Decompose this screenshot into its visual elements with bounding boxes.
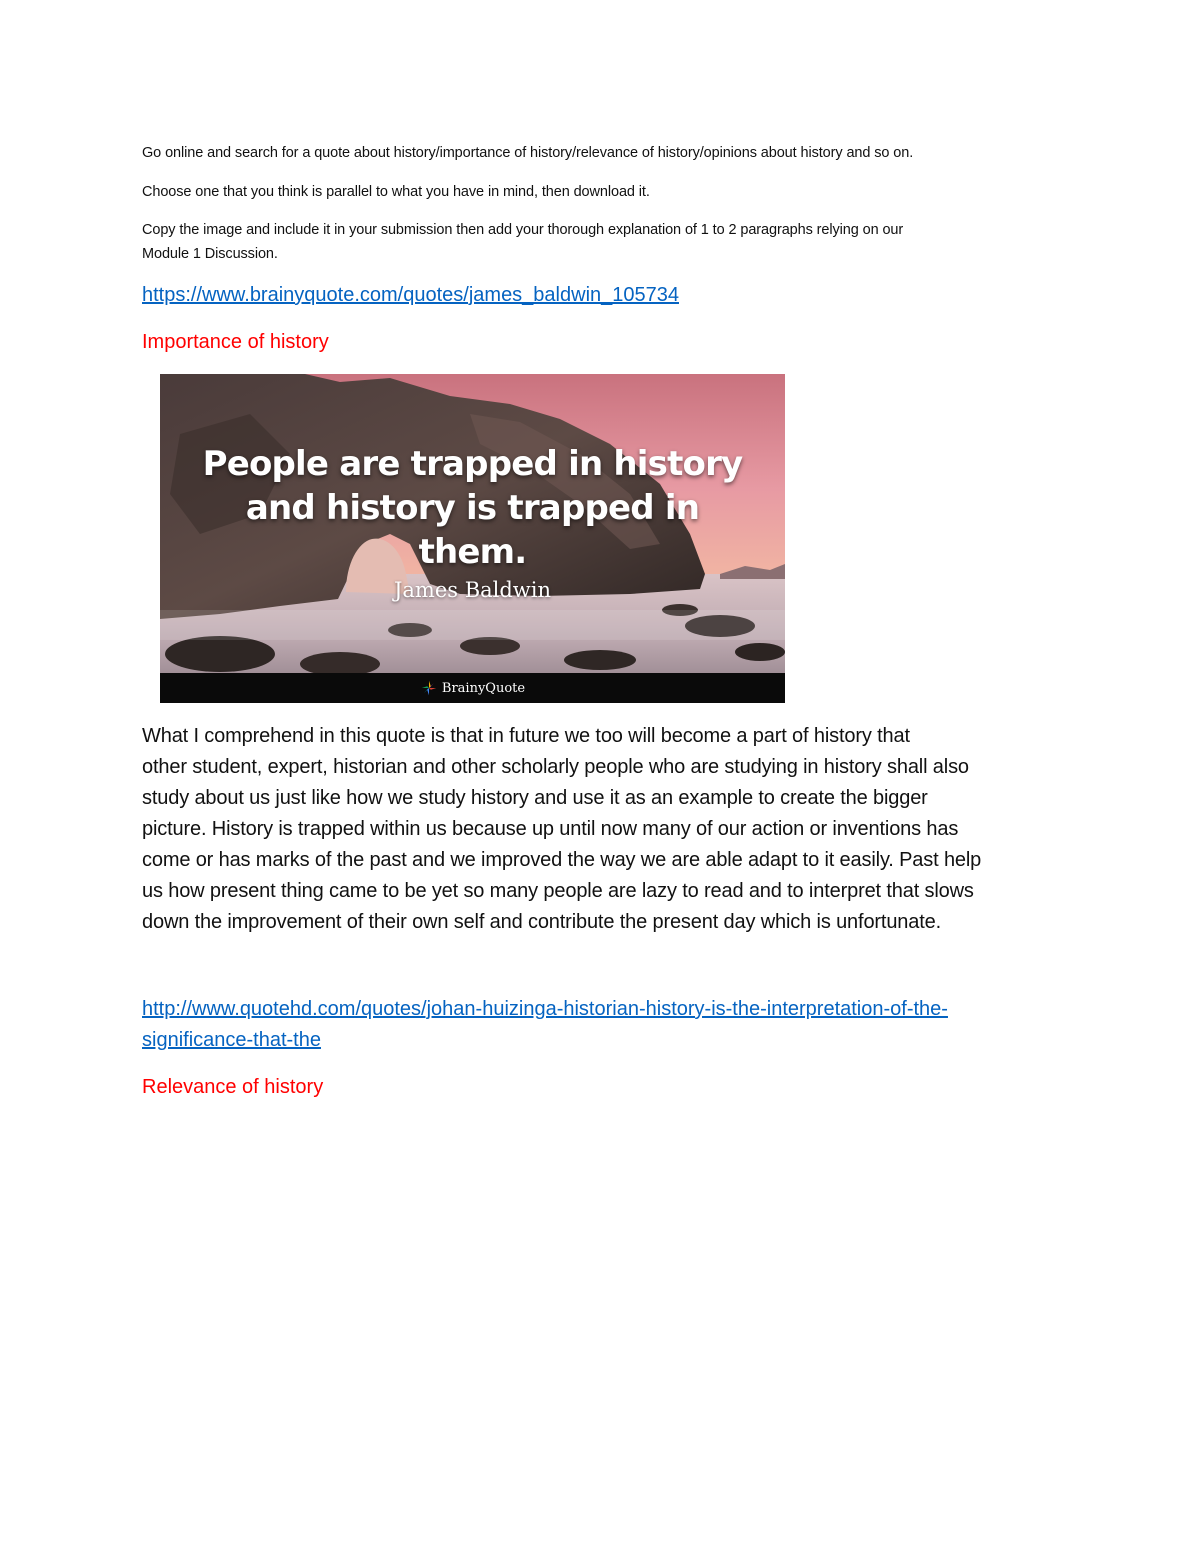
paragraph-line: study about us just like how we study history and use it as an example to create the bigger bbox=[142, 787, 928, 809]
paragraph-line: other student, expert, historian and other scholarly people who are studying in history shall also bbox=[142, 756, 969, 778]
explanation-paragraph bbox=[142, 721, 1072, 938]
quote-line-3: them. bbox=[418, 532, 527, 572]
instruction-line-1: Go online and search for a quote about history/importance of history/relevance of history/opinions about history and so on. bbox=[142, 145, 914, 161]
paragraph-line: picture. History is trapped within us because up until now many of our action or inventions has bbox=[142, 818, 959, 840]
importance-heading: Importance of history bbox=[142, 331, 329, 353]
instruction-line-3: Copy the image and include it in your submission then add your thorough explanation of 1 to 2 paragraphs relying on our bbox=[142, 222, 904, 238]
paragraph-line: us how present thing came to be yet so many people are lazy to read and to interpret that slows bbox=[142, 880, 974, 902]
brand-name: BrainyQuote bbox=[441, 680, 526, 696]
quotehd-link-line-2[interactable]: significance-that-the bbox=[142, 1029, 321, 1051]
instruction-line-2: Choose one that you think is parallel to what you have in mind, then download it. bbox=[142, 184, 650, 200]
quotehd-link-line-1[interactable]: http://www.quotehd.com/quotes/johan-huizinga-historian-history-is-the-interpretation-of-the- bbox=[142, 998, 948, 1020]
quote-line-1: People are trapped in history bbox=[202, 444, 743, 484]
paragraph-line: What I comprehend in this quote is that in future we too will become a part of history that bbox=[142, 725, 910, 747]
brainyquote-logo-icon bbox=[420, 679, 438, 697]
brand bbox=[160, 673, 785, 703]
quote-line-2: and history is trapped in bbox=[245, 488, 700, 528]
relevance-heading: Relevance of history bbox=[142, 1076, 324, 1098]
instruction-line-4: Module 1 Discussion. bbox=[142, 246, 278, 262]
paragraph-line: come or has marks of the past and we improved the way we are able adapt to it easily. Past help bbox=[142, 849, 982, 871]
quote-author: James Baldwin bbox=[393, 578, 552, 602]
paragraph-line: down the improvement of their own self and contribute the present day which is unfortunate. bbox=[142, 911, 942, 933]
quotehd-link[interactable] bbox=[142, 994, 948, 1056]
brand-bar bbox=[160, 673, 785, 703]
quote-image bbox=[160, 374, 785, 703]
quote-text bbox=[160, 442, 785, 574]
brainyquote-link[interactable]: https://www.brainyquote.com/quotes/james_baldwin_105734 bbox=[142, 284, 679, 306]
